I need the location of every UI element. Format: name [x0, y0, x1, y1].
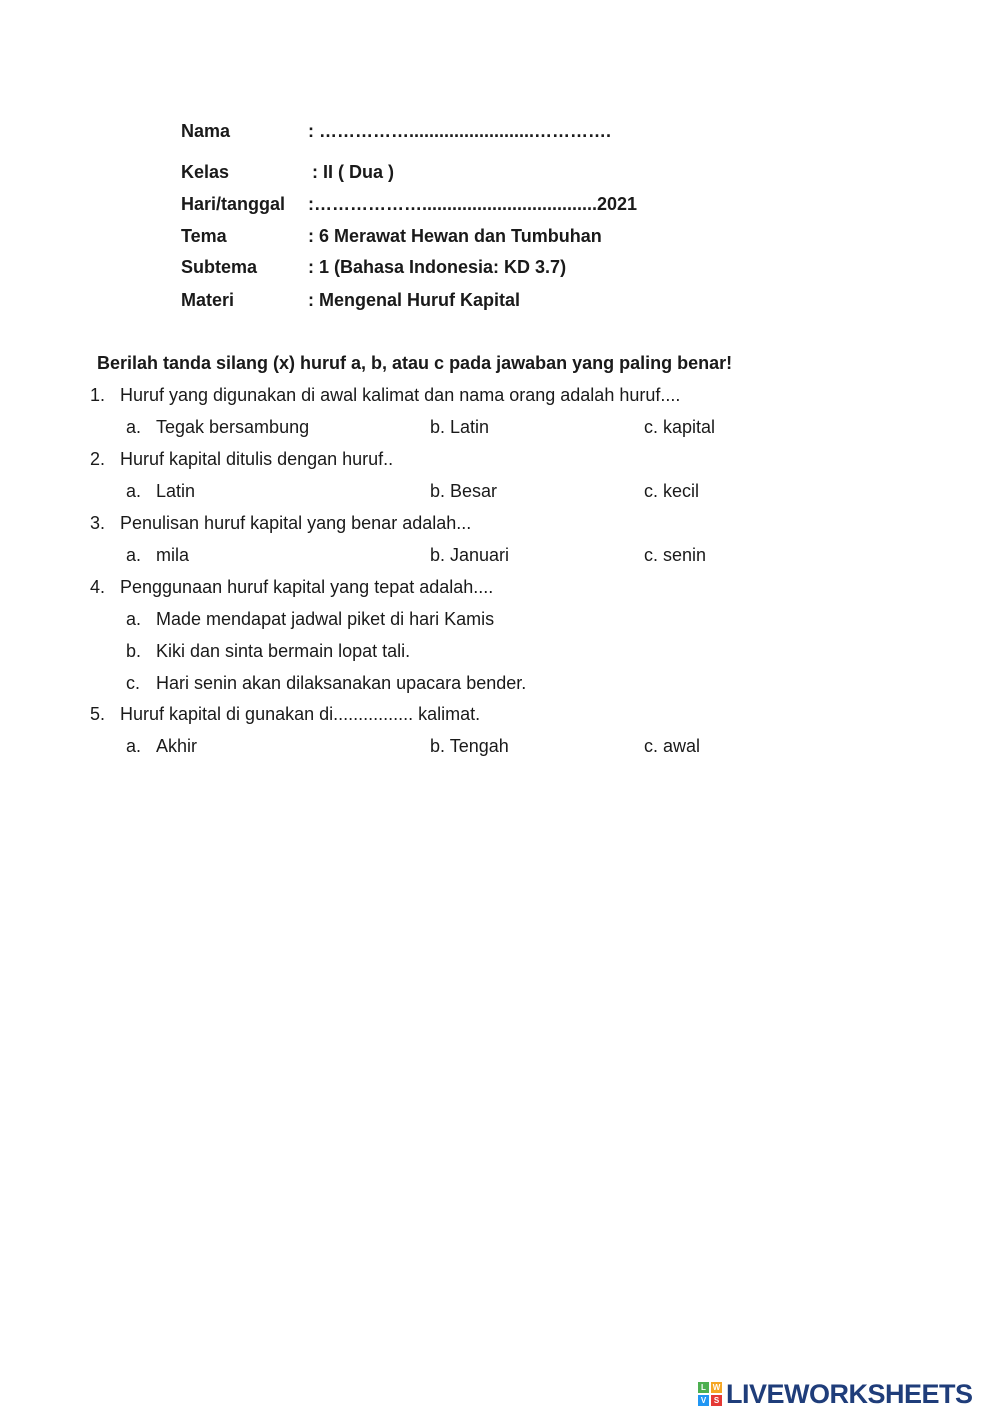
value-tema: : 6 Merawat Hewan dan Tumbuhan — [308, 226, 602, 246]
question-number: 3. — [90, 513, 106, 533]
option-c[interactable]: c. kapital — [644, 417, 716, 437]
question-text: Penggunaan huruf kapital yang tepat adalah.... — [120, 577, 494, 597]
option-a[interactable]: mila — [156, 545, 190, 565]
question-number: 4. — [90, 577, 106, 597]
option-c[interactable]: c. awal — [644, 736, 701, 756]
label-subtema: Subtema — [181, 257, 258, 277]
logo-tile-icon: S — [711, 1395, 722, 1406]
field-nama[interactable]: : …………….........................…………. — [308, 121, 612, 141]
question-number: 1. — [90, 385, 106, 405]
instruction-text: Berilah tanda silang (x) huruf a, b, atau c pada jawaban yang paling benar! — [97, 353, 733, 373]
question-text: Huruf kapital ditulis dengan huruf.. — [120, 449, 394, 469]
option-c[interactable]: Hari senin akan dilaksanakan upacara bender. — [156, 673, 527, 693]
option-b[interactable]: b. Latin — [430, 417, 490, 437]
option-b[interactable]: b. Tengah — [430, 736, 509, 756]
label-materi: Materi — [181, 290, 235, 310]
question-text: Huruf kapital di gunakan di................ kalimat. — [120, 704, 481, 724]
option-letter-c[interactable]: c. — [126, 673, 141, 693]
label-hari-tanggal: Hari/tanggal — [181, 194, 286, 214]
option-letter-b[interactable]: b. — [126, 641, 142, 661]
option-letter-a[interactable]: a. — [126, 545, 142, 565]
liveworksheets-logo — [698, 1378, 973, 1410]
liveworksheets-icon — [698, 1382, 722, 1406]
field-hari-tanggal[interactable]: :………………...................................2021 — [308, 194, 638, 214]
label-nama: Nama — [181, 121, 231, 141]
logo-text: LIVEWORKSHEETS — [726, 1378, 973, 1409]
logo-tile-icon: W — [712, 1383, 721, 1392]
value-materi: : Mengenal Huruf Kapital — [308, 290, 521, 310]
option-a[interactable]: Made mendapat jadwal piket di hari Kamis — [156, 609, 495, 629]
option-b[interactable]: b. Besar — [430, 481, 498, 501]
label-kelas: Kelas — [181, 162, 230, 182]
option-letter-a[interactable]: a. — [126, 736, 142, 756]
label-tema: Tema — [181, 226, 227, 246]
option-letter-a[interactable]: a. — [126, 609, 142, 629]
question-text: Huruf yang digunakan di awal kalimat dan nama orang adalah huruf.... — [120, 385, 681, 405]
question-number: 5. — [90, 704, 106, 724]
option-b[interactable]: b. Januari — [430, 545, 510, 565]
question-text: Penulisan huruf kapital yang benar adalah... — [120, 513, 472, 533]
option-b[interactable]: Kiki dan sinta bermain lopat tali. — [156, 641, 411, 661]
option-a[interactable]: Latin — [156, 481, 196, 501]
option-letter-a[interactable]: a. — [126, 417, 142, 437]
logo-tile-icon: V — [698, 1395, 709, 1406]
option-c[interactable]: c. senin — [644, 545, 707, 565]
logo-tile-icon: L — [698, 1382, 709, 1393]
option-letter-a[interactable]: a. — [126, 481, 142, 501]
question-number: 2. — [90, 449, 106, 469]
option-c[interactable]: c. kecil — [644, 481, 700, 501]
option-a[interactable]: Tegak bersambung — [156, 417, 310, 437]
value-subtema: : 1 (Bahasa Indonesia: KD 3.7) — [308, 257, 567, 277]
option-a[interactable]: Akhir — [156, 736, 198, 756]
value-kelas: : II ( Dua ) — [312, 162, 394, 182]
